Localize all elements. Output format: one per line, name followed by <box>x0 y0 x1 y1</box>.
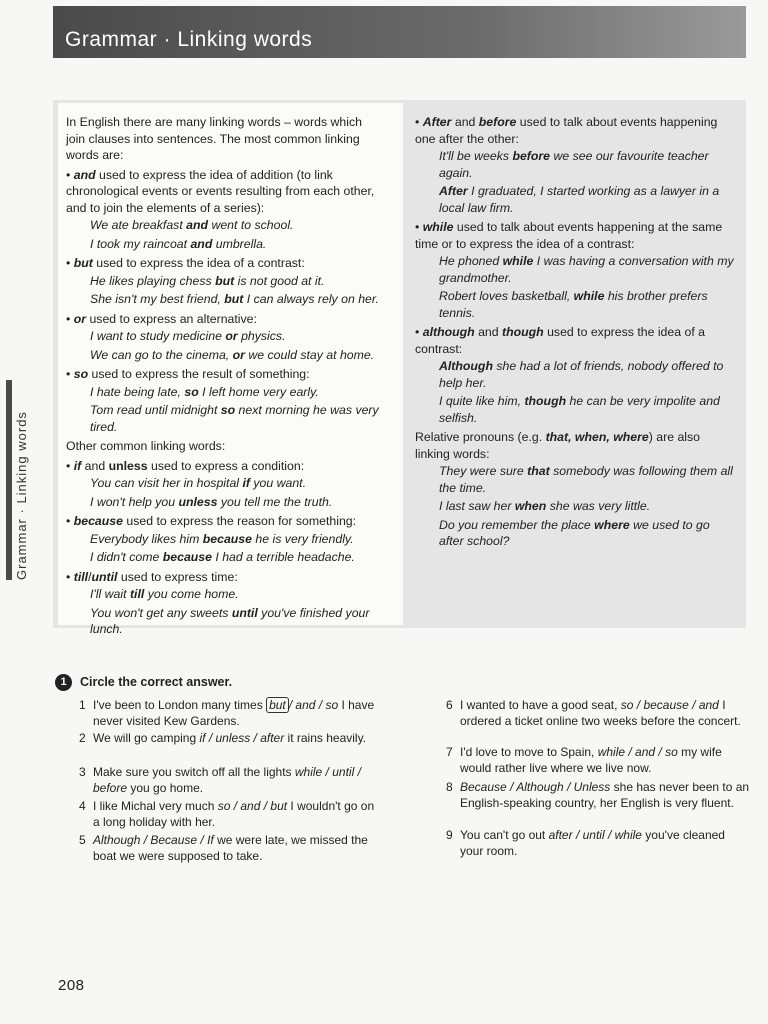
intro-text: In English there are many linking words – words which join clauses into sentences. The most common linking words are: <box>66 115 362 162</box>
left-column <box>66 114 384 640</box>
header-bar <box>53 6 746 58</box>
while-rule: • while used to talk about events happening at the same time or to express the idea of a contrast: <box>415 220 723 251</box>
although-rule: • although and though used to express the idea of a contrast: <box>415 325 706 356</box>
example: He likes playing chess but is not good at it. <box>90 273 325 288</box>
example: You won't get any sweets until you've finished your lunch. <box>90 605 370 636</box>
example: I want to study medicine or physics. <box>90 329 286 343</box>
page-title: Grammar · Linking words <box>65 28 313 51</box>
example: I last saw her when she was very little. <box>439 499 651 513</box>
example: She isn't my best friend, but I can always rely on her. <box>90 292 379 306</box>
till-rule: • till/until used to express time: <box>66 569 238 584</box>
question-1: 1 I've been to London many times but / and / so I have never visited Kew Gardens. <box>79 698 375 728</box>
example: I won't help you unless you tell me the truth. <box>90 494 333 509</box>
relative-rule: Relative pronouns (e.g. that, when, where) are also linking words: <box>415 430 701 461</box>
side-label: Grammar · Linking words <box>14 411 29 580</box>
circled-answer: but <box>266 697 289 713</box>
example: It'll be weeks before we see our favourite teacher again. <box>439 149 709 180</box>
and-rule: • and used to express the idea of addition (to link chronological events or events resulting from each other, and to join the elements of a series): <box>66 167 375 215</box>
other-heading: Other common linking words: <box>66 439 226 453</box>
question-2: 2 We will go camping if / unless / after it rains heavily. <box>79 731 367 745</box>
example: Although she had a lot of friends, nobody offered to help her. <box>439 359 724 390</box>
question-9: 9 You can't go out after / until / while you've cleaned your room. <box>446 828 725 858</box>
question-4: 4 I like Michal very much so / and / but I wouldn't go on a long holiday with her. <box>79 799 375 829</box>
or-rule: • or used to express an alternative: <box>66 311 257 326</box>
page-number: 208 <box>58 977 85 994</box>
exercise-number-badge: 1 <box>55 674 72 691</box>
example: I'll wait till you come home. <box>90 587 239 601</box>
example: I hate being late, so I left home very early. <box>90 384 319 399</box>
example: After I graduated, I started working as a lawyer in a local law firm. <box>439 184 720 215</box>
question-5: 5 Although / Because / If we were late, we missed the boat we were supposed to take. <box>79 833 368 863</box>
example: Do you remember the place where we used to go after school? <box>439 517 710 548</box>
question-3: 3 Make sure you switch off all the lights while / until / before you go home. <box>79 765 361 795</box>
example: You can visit her in hospital if you want. <box>90 476 307 490</box>
example: He phoned while I was having a conversation with my grandmother. <box>439 254 734 285</box>
question-7: 7 I'd love to move to Spain, while / and / so my wife would rather live where we live now. <box>446 745 722 775</box>
right-column <box>415 114 737 552</box>
example: They were sure that somebody was following them all the time. <box>439 464 733 495</box>
example: Everybody likes him because he is very friendly. <box>90 531 354 546</box>
question-8: 8 Because / Although / Unless she has never been to an English-speaking country, her English is very fluent. <box>446 780 750 810</box>
example: Robert loves basketball, while his brother prefers tennis. <box>439 289 708 320</box>
but-rule: • but used to express the idea of a contrast: <box>66 256 305 270</box>
because-rule: • because used to express the reason for something: <box>66 514 357 528</box>
example: I quite like him, though he can be very impolite and selfish. <box>439 394 720 425</box>
after-rule: • After and before used to talk about events happening one after the other: <box>415 115 718 146</box>
example: We can go to the cinema, or we could stay at home. <box>90 347 375 362</box>
example: I took my raincoat and umbrella. <box>90 236 267 251</box>
exercise-heading: Circle the correct answer. <box>80 675 233 689</box>
side-bar <box>6 380 12 580</box>
if-rule: • if and unless used to express a condition: <box>66 458 305 473</box>
example: Tom read until midnight so next morning he was very tired. <box>90 403 379 434</box>
so-rule: • so used to express the result of something: <box>66 367 310 381</box>
example: I didn't come because I had a terrible headache. <box>90 550 355 564</box>
example: We ate breakfast and went to school. <box>90 218 294 232</box>
question-6: 6 I wanted to have a good seat, so / because / and I ordered a ticket online two weeks before the concert. <box>446 698 741 728</box>
